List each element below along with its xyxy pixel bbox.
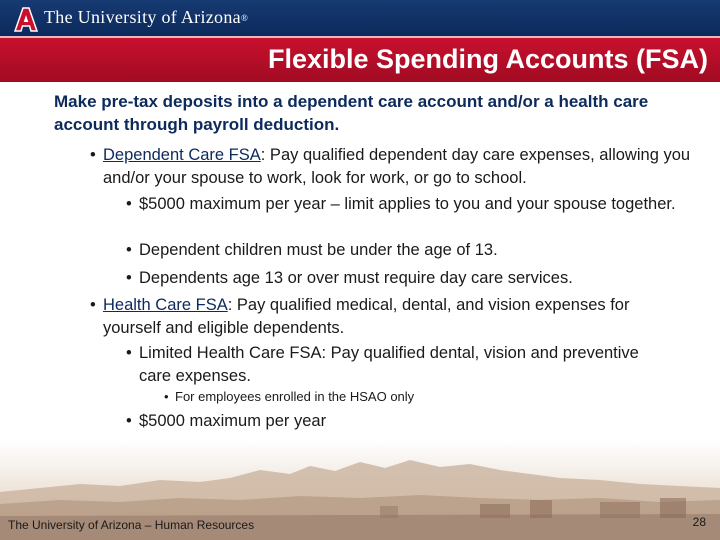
bullet-dot: • <box>126 195 132 213</box>
sub-bullet-text: Limited Health Care FSA: Pay qualified dental, vision and preventive care expenses. <box>139 344 639 385</box>
bullet-dot: • <box>164 389 169 404</box>
slide-title-bar <box>0 36 720 82</box>
sub-bullet-text: $5000 maximum per year – limit applies to you and your spouse together. <box>139 195 676 213</box>
sub-sub-bullet-text: For employees enrolled in the HSAO only <box>175 389 415 404</box>
bullet-dot: • <box>90 146 96 164</box>
bullet-dot: • <box>126 269 132 287</box>
bullet-dependent-care <box>90 144 703 190</box>
block-a-logo-icon <box>13 6 39 32</box>
registered-mark: ® <box>240 13 249 23</box>
bullet-dot: • <box>126 344 132 362</box>
university-header-bar <box>0 0 720 36</box>
sub-bullet-text: $5000 maximum per year <box>139 412 327 430</box>
slide-title: Flexible Spending Accounts (FSA) <box>267 44 708 74</box>
bullet-health-care-max <box>126 410 539 433</box>
sub-bullet-text: Dependents age 13 or over must require day care services. <box>139 269 573 287</box>
lead-paragraph: Make pre-tax deposits into a dependent care account and/or a health care account through payroll deduction. <box>54 92 649 134</box>
footer-org-name: The University of Arizona – Human Resources <box>8 518 255 532</box>
bullet-health-care <box>90 294 683 340</box>
bullet-dependent-care-over13 <box>126 267 679 290</box>
bullet-hsao-only <box>164 388 575 406</box>
page-number: 28 <box>692 515 706 529</box>
bullet-dependent-care-age <box>126 239 679 262</box>
dependent-care-fsa-label: Dependent Care FSA <box>103 146 261 164</box>
university-name <box>44 7 248 28</box>
bullet-dot: • <box>126 412 132 430</box>
dependent-care-fsa-text: : Pay qualified dependent day care expenses, allowing you and/or your spouse to work, look for work, or go to school. <box>103 146 691 187</box>
sub-bullet-text: Dependent children must be under the age of 13. <box>139 241 498 259</box>
health-care-fsa-text: : Pay qualified medical, dental, and vision expenses for yourself and eligible dependents. <box>103 296 630 337</box>
health-care-fsa-label: Health Care FSA <box>103 296 228 314</box>
bullet-dependent-care-limit <box>126 193 679 216</box>
bullet-dot: • <box>90 296 96 314</box>
bullet-dot: • <box>126 241 132 259</box>
bullet-limited-health-care <box>126 342 639 388</box>
university-name-text: The University of Arizona <box>44 7 241 27</box>
